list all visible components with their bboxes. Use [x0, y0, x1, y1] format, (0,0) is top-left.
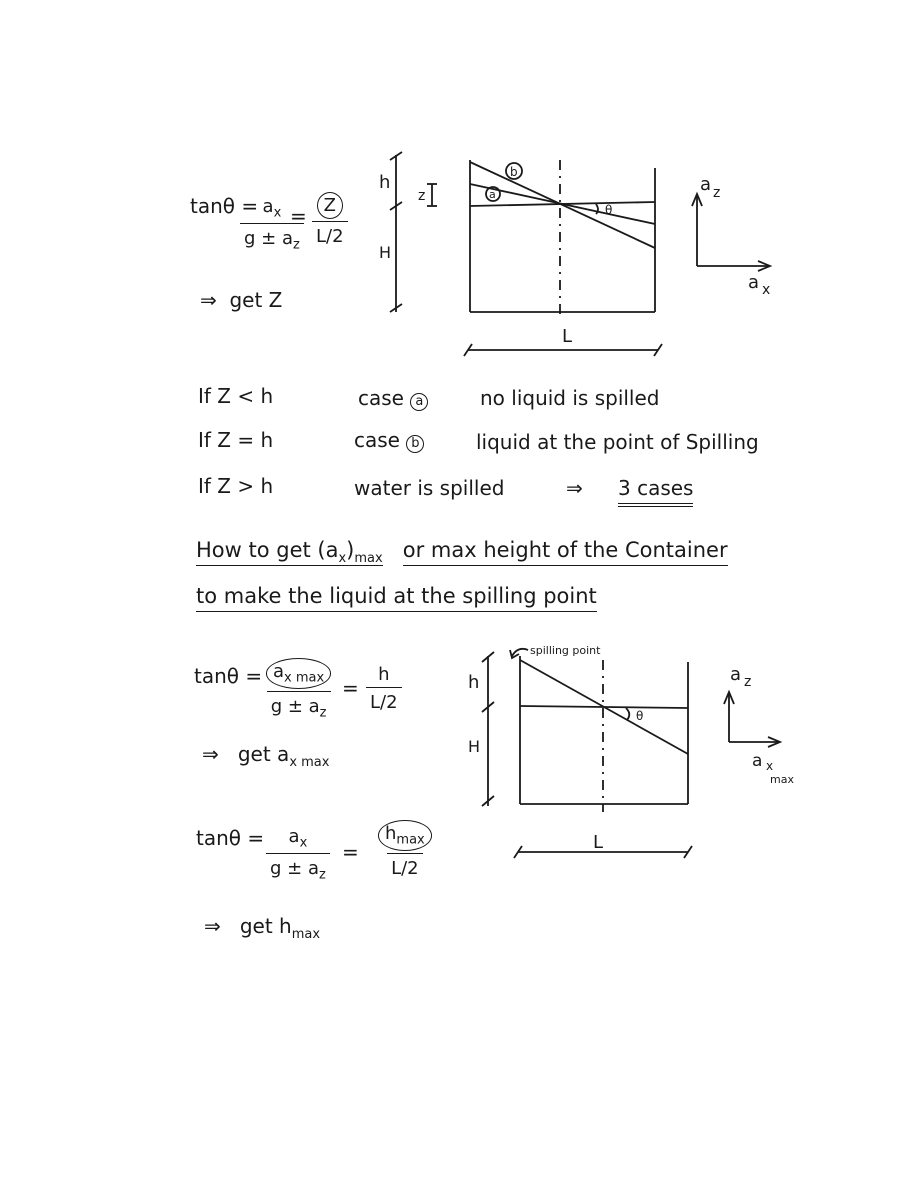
figure-2	[0, 630, 918, 930]
eq3-rhs-num: $h_{max}$	[374, 820, 436, 853]
fig2-label-L: L	[593, 832, 604, 853]
eq1-denominator: $g \pm a_z$	[240, 223, 304, 253]
fig2-label-h: h	[468, 672, 480, 693]
eq2-denominator: $g \pm a_z$	[267, 691, 331, 721]
get-z-line: ⇒ get Z	[200, 288, 283, 312]
fig1-angle-arc	[596, 204, 598, 214]
fig1-label-theta: θ	[605, 203, 613, 217]
case3-condition: If Z > h	[198, 474, 274, 498]
eq3-rhs-den: L/2	[387, 853, 423, 879]
fig2-label-theta: θ	[636, 709, 644, 723]
fig2-label-ax: a	[752, 751, 763, 771]
eq3-denominator: $g \pm a_z$	[266, 853, 330, 883]
case1-condition: If Z < h	[198, 384, 274, 408]
fig2-label-az-sub: z	[744, 674, 752, 690]
heading-part-1: How to get $(a_x)_{max}$	[196, 538, 383, 567]
case3-label: water is spilled	[354, 476, 505, 500]
fig1-label-ax-sub: x	[762, 282, 771, 298]
eq1-rhs-den: L/2	[312, 221, 348, 247]
fig1-label-b: b	[510, 165, 518, 179]
eq3-equals: =	[342, 840, 359, 864]
case2-label: case b	[354, 430, 424, 453]
fig2-label-H: H	[468, 737, 481, 756]
fig1-label-ax: a	[748, 272, 760, 293]
eq3-numerator: $a_x$	[288, 826, 308, 851]
eq3-rhs-fraction	[374, 820, 436, 879]
case2-mark: b	[406, 435, 424, 453]
fig2-label-ax-sub2: max	[770, 773, 794, 786]
case1-description: no liquid is spilled	[480, 386, 660, 410]
eq2-rhs-num: h	[378, 664, 390, 685]
eq3-fraction	[266, 826, 330, 882]
case1-label: case a	[358, 388, 428, 411]
fig1-label-a: a	[489, 188, 496, 201]
fig2-label-ax-sub: x	[766, 759, 774, 773]
eq1-equals: =	[290, 204, 307, 228]
fig1-label-L: L	[562, 326, 573, 347]
fig1-label-az-sub: z	[713, 185, 721, 201]
get-h-line: ⇒ get $h_{max}$	[204, 914, 321, 942]
eq2-equals: =	[342, 676, 359, 700]
heading-part-2: or max height of the Container	[403, 538, 728, 566]
eq2-numerator: $a_{x max}$	[262, 658, 335, 691]
case2-description: liquid at the point of Spilling	[476, 430, 759, 454]
fig2-spill-arrow	[512, 649, 528, 656]
fig1-label-H: H	[379, 243, 392, 262]
eq2-lhs: tanθ =	[194, 664, 263, 688]
fig2-angle-arc	[626, 708, 629, 720]
case1-mark: a	[410, 393, 428, 411]
eq1-numerator: $a_x$	[262, 196, 282, 221]
fig2-label-spill: spilling point	[530, 644, 601, 657]
fig2-label-az: a	[730, 664, 742, 685]
get-ax-line: ⇒ get $a_{x max}$	[202, 742, 330, 770]
fig1-label-az: a	[700, 174, 712, 195]
eq3-lhs: tanθ =	[196, 826, 265, 850]
fig1-label-h: h	[379, 172, 391, 193]
heading-line-1	[196, 540, 728, 565]
fig1-label-z: z	[418, 188, 426, 204]
heading-line-2: to make the liquid at the spilling point	[196, 586, 597, 607]
case3-arrow: ⇒	[566, 476, 583, 500]
eq2-rhs-den: L/2	[366, 687, 402, 713]
case3-description: 3 cases	[618, 478, 693, 498]
eq1-lhs: tanθ =	[190, 194, 259, 218]
eq1-rhs-num: Z	[313, 192, 347, 221]
case2-condition: If Z = h	[198, 428, 274, 452]
figure-1	[0, 0, 918, 400]
